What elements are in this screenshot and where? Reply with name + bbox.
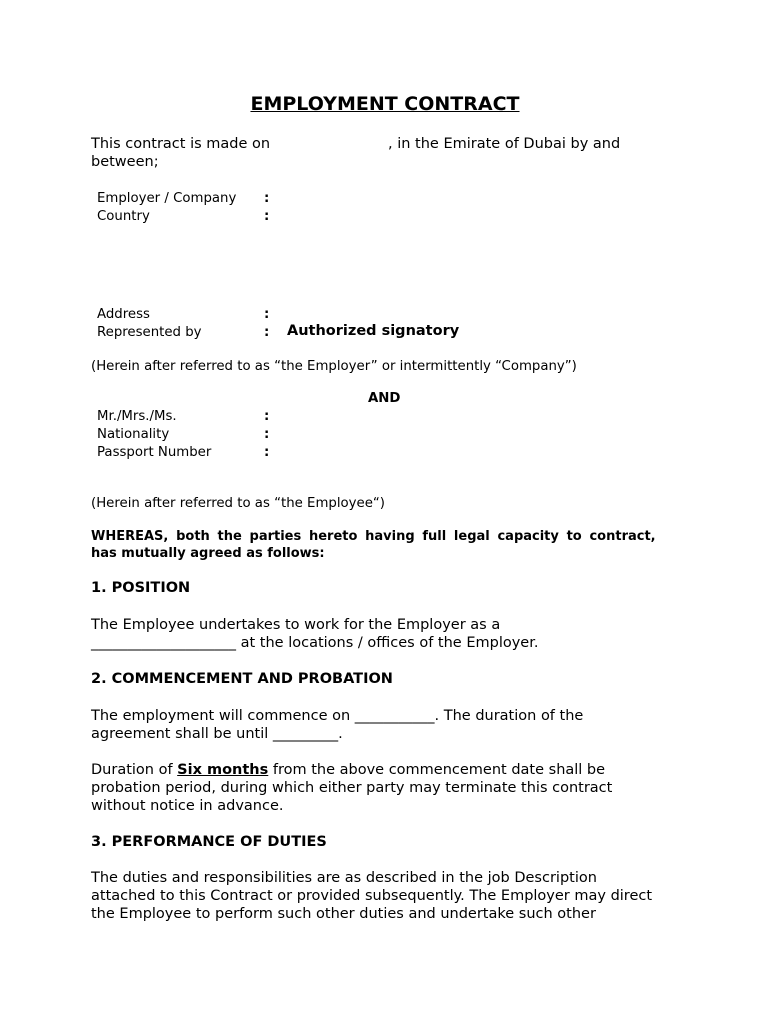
duties-line-3: the Employee to perform such other duties and undertake such other bbox=[91, 906, 596, 922]
duties-line-1: The duties and responsibilities are as described in the job Description bbox=[91, 870, 597, 886]
commencement-line-2: agreement shall be until _________. bbox=[91, 726, 343, 742]
whereas-line-1: WHEREAS, both the parties hereto having full legal capacity to contract, bbox=[91, 529, 656, 544]
position-line-1: The Employee undertakes to work for the Employer as a bbox=[91, 617, 501, 633]
passport-number-colon: : bbox=[264, 445, 270, 460]
probation-line-3: without notice in advance. bbox=[91, 798, 284, 814]
represented-by-value: Authorized signatory bbox=[287, 323, 460, 339]
country-label: Country bbox=[97, 209, 150, 224]
employee-reference: (Herein after referred to as “the Employee“) bbox=[91, 496, 385, 511]
probation-suffix: from the above commencement date shall be bbox=[268, 762, 606, 778]
country-colon: : bbox=[264, 209, 270, 224]
commencement-line-1: The employment will commence on ___________. The duration of the bbox=[91, 708, 584, 724]
employer-reference: (Herein after referred to as “the Employer” or intermittently “Company”) bbox=[91, 359, 577, 374]
whereas-line-2: has mutually agreed as follows: bbox=[91, 546, 325, 561]
intro-text-start: This contract is made on bbox=[91, 136, 271, 152]
represented-by-label: Represented by bbox=[97, 325, 202, 340]
employee-title-colon: : bbox=[264, 409, 270, 424]
intro-text-end: , in the Emirate of Dubai by and bbox=[388, 136, 621, 152]
section-commencement-heading: 2. COMMENCEMENT AND PROBATION bbox=[91, 671, 393, 687]
probation-line-2: probation period, during which either party may terminate this contract bbox=[91, 780, 613, 796]
and-separator: AND bbox=[368, 391, 401, 406]
document-title: EMPLOYMENT CONTRACT bbox=[250, 93, 520, 115]
position-line-2: ____________________ at the locations / offices of the Employer. bbox=[91, 635, 539, 651]
probation-duration: Six months bbox=[177, 762, 269, 778]
probation-prefix: Duration of bbox=[91, 762, 178, 778]
represented-by-colon: : bbox=[264, 325, 270, 340]
nationality-label: Nationality bbox=[97, 427, 170, 442]
section-duties-heading: 3. PERFORMANCE OF DUTIES bbox=[91, 834, 327, 850]
section-position-heading: 1. POSITION bbox=[91, 580, 191, 596]
employee-title-label: Mr./Mrs./Ms. bbox=[97, 409, 177, 424]
duties-line-2: attached to this Contract or provided subsequently. The Employer may direct bbox=[91, 888, 653, 904]
probation-line-1 bbox=[91, 762, 605, 778]
address-label: Address bbox=[97, 307, 150, 322]
employer-company-label: Employer / Company bbox=[97, 191, 237, 206]
address-colon: : bbox=[264, 307, 270, 322]
intro-text-between: between; bbox=[91, 154, 159, 170]
passport-number-label: Passport Number bbox=[97, 445, 212, 460]
employer-company-colon: : bbox=[264, 191, 270, 206]
nationality-colon: : bbox=[264, 427, 270, 442]
